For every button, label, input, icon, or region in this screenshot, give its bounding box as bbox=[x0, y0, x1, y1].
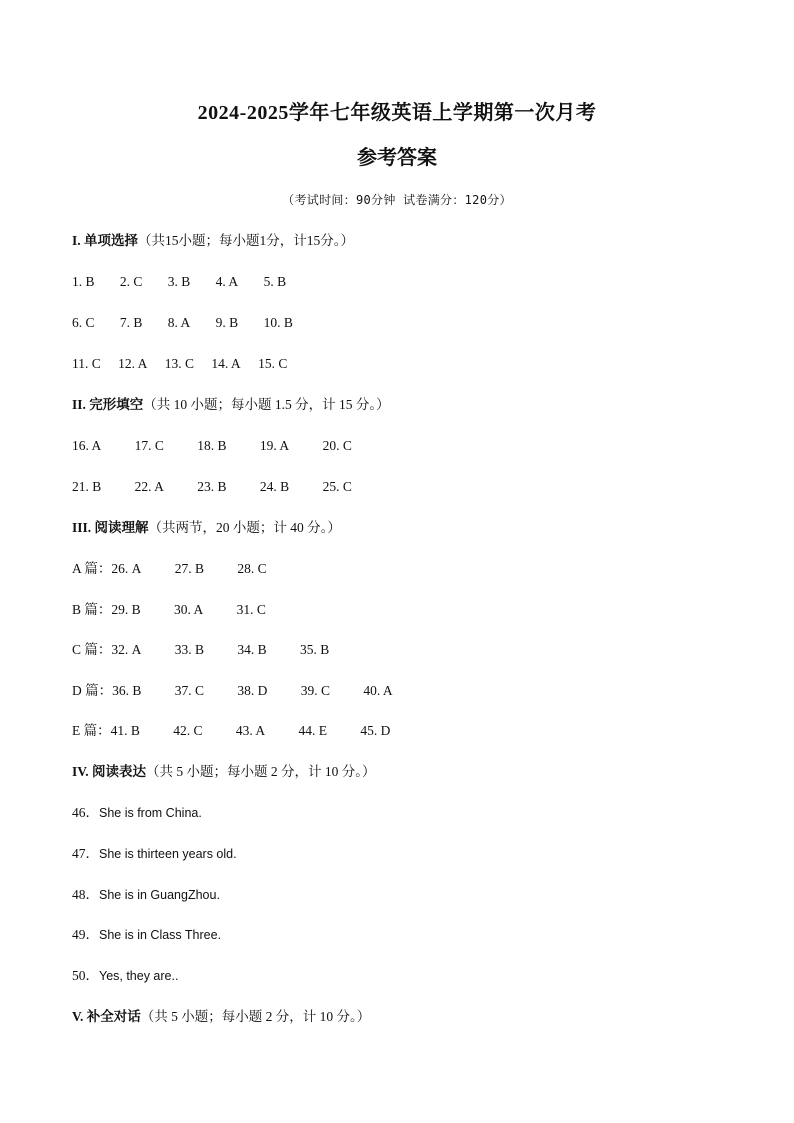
answer-item: 35. B bbox=[300, 642, 330, 657]
answer-row bbox=[72, 640, 359, 660]
answer-item: 7. B bbox=[119, 315, 143, 330]
answer-item: 2. C bbox=[119, 274, 143, 289]
section-heading-label: V. 补全对话 bbox=[72, 1009, 141, 1024]
section-heading-2 bbox=[72, 395, 390, 415]
answer-item: A 篇：26. A bbox=[72, 561, 142, 576]
section-heading-detail: （共 5 小题；每小题 2 分，计 10 分。） bbox=[140, 1009, 371, 1024]
section-heading-detail: （共两节，20 小题；计 40 分。） bbox=[148, 520, 341, 535]
answer-item: 22. A bbox=[134, 479, 164, 494]
answer-text: She is from China. bbox=[99, 806, 202, 820]
page-title: 2024-2025学年七年级英语上学期第一次月考 bbox=[197, 102, 597, 124]
answer-number: 48． bbox=[72, 887, 99, 902]
answer-item: 23. B bbox=[197, 479, 227, 494]
answer-item: 1. B bbox=[72, 274, 95, 289]
answer-item: 4. A bbox=[215, 274, 239, 289]
answer-item: 8. A bbox=[167, 315, 191, 330]
answer-item: 16. A bbox=[72, 438, 102, 453]
answer-text: She is in Class Three. bbox=[99, 928, 222, 942]
answer-item: 31. C bbox=[236, 602, 266, 617]
page-subtitle: 参考答案 bbox=[357, 147, 437, 169]
answer-item: 6. C bbox=[72, 315, 95, 330]
answer-number: 47． bbox=[72, 846, 99, 861]
answer-row bbox=[72, 272, 308, 292]
section-heading-label: II. 完形填空 bbox=[72, 397, 144, 412]
answer-sentence bbox=[72, 925, 221, 945]
answer-sentence bbox=[72, 844, 237, 864]
answer-item: B 篇：29. B bbox=[72, 602, 141, 617]
answer-item: 38. D bbox=[237, 683, 268, 698]
section-heading-label: IV. 阅读表达 bbox=[72, 764, 147, 779]
answer-row bbox=[72, 477, 382, 497]
section-heading-1 bbox=[72, 231, 354, 251]
answer-item: 30. A bbox=[174, 602, 204, 617]
answer-item: 40. A bbox=[363, 683, 393, 698]
answer-item: 44. E bbox=[298, 723, 328, 738]
answer-text: She is thirteen years old. bbox=[99, 847, 237, 861]
section-heading-detail: （共15小题；每小题1分，计15分。） bbox=[138, 233, 355, 248]
answer-item: 39. C bbox=[300, 683, 331, 698]
section-heading-label: III. 阅读理解 bbox=[72, 520, 149, 535]
answer-number: 50． bbox=[72, 968, 99, 983]
section-heading-4 bbox=[72, 762, 376, 782]
answer-row bbox=[72, 600, 296, 620]
answer-row bbox=[72, 313, 315, 333]
answer-row bbox=[72, 559, 297, 579]
answer-sentence bbox=[72, 885, 220, 905]
answer-item: 19. A bbox=[259, 438, 290, 453]
answer-row bbox=[72, 721, 420, 741]
section-heading-3 bbox=[72, 518, 341, 538]
answer-number: 49． bbox=[72, 927, 99, 942]
answer-item: 20. C bbox=[322, 438, 352, 453]
answer-item: 25. C bbox=[322, 479, 352, 494]
answer-item: 3. B bbox=[167, 274, 191, 289]
answer-item: D 篇：36. B bbox=[72, 683, 142, 698]
answer-item: 34. B bbox=[237, 642, 267, 657]
answer-sentence bbox=[72, 966, 178, 986]
answer-item: C 篇：32. A bbox=[72, 642, 142, 657]
answer-item: 13. C bbox=[164, 356, 195, 371]
answer-item: 12. A bbox=[118, 356, 148, 371]
answer-number: 46． bbox=[72, 805, 99, 820]
section-heading-label: I. 单项选择 bbox=[72, 233, 139, 248]
answer-row bbox=[72, 354, 301, 374]
exam-info: （考试时间：90分钟 试卷满分：120分） bbox=[282, 193, 512, 207]
answer-row bbox=[72, 681, 423, 701]
answer-text: Yes, they are.. bbox=[99, 969, 179, 983]
answer-item: 45. D bbox=[360, 723, 391, 738]
answer-item: 21. B bbox=[72, 479, 102, 494]
section-heading-detail: （共 10 小题；每小题 1.5 分，计 15 分。） bbox=[143, 397, 390, 412]
answer-item: 17. C bbox=[134, 438, 164, 453]
answer-row bbox=[72, 436, 382, 456]
answer-item: 9. B bbox=[215, 315, 239, 330]
answer-item: 43. A bbox=[235, 723, 266, 738]
section-heading-detail: （共 5 小题；每小题 2 分，计 10 分。） bbox=[146, 764, 376, 779]
answer-text: She is in GuangZhou. bbox=[99, 888, 220, 902]
answer-item: 24. B bbox=[259, 479, 290, 494]
answer-item: 18. B bbox=[197, 438, 227, 453]
answer-item: 11. C bbox=[72, 356, 101, 371]
answer-sentence bbox=[72, 803, 202, 823]
answer-item: 15. C bbox=[258, 356, 288, 371]
answer-item: 37. C bbox=[174, 683, 205, 698]
answer-item: 14. A bbox=[211, 356, 241, 371]
answer-item: 42. C bbox=[173, 723, 203, 738]
answer-item: E 篇：41. B bbox=[72, 723, 140, 738]
answer-item: 10. B bbox=[263, 315, 293, 330]
answer-item: 28. C bbox=[237, 561, 267, 576]
answer-item: 5. B bbox=[263, 274, 287, 289]
answer-item: 33. B bbox=[174, 642, 205, 657]
section-heading-5 bbox=[72, 1007, 370, 1027]
answer-item: 27. B bbox=[174, 561, 205, 576]
